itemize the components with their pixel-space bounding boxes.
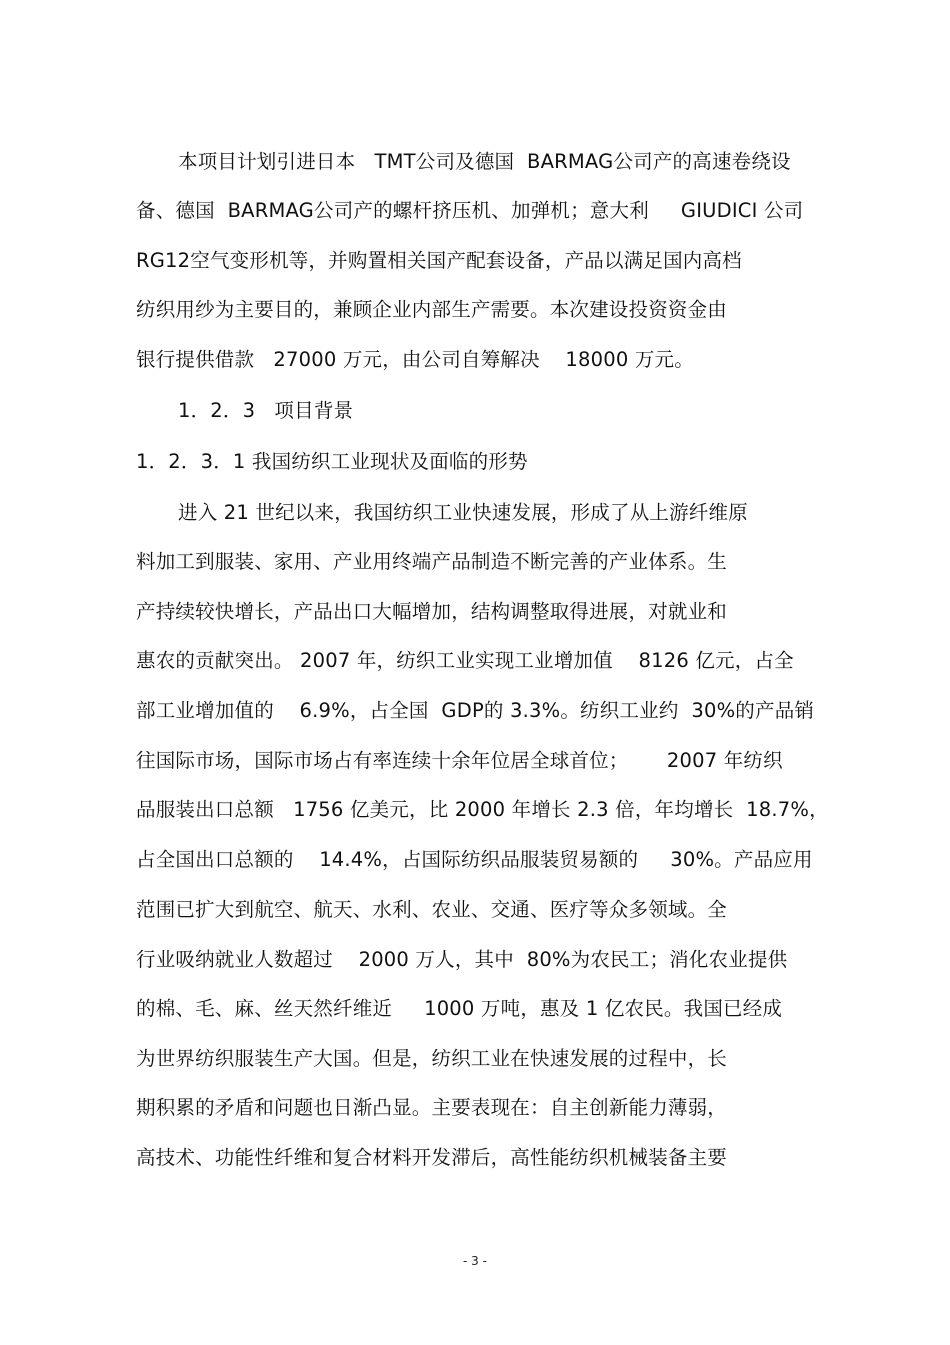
paragraph-2-line-14: 高技术、功能性纤维和复合材料开发滞后，高性能纺织机械装备主要 [136,1146,728,1169]
page-number: - 3 - [463,1254,487,1268]
paragraph-2-line-5: 部工业增加值的 6.9%，占全国 GDP的 3.3%。纺织工业约 30%的产品销 [136,699,815,722]
section-heading-1-2-3: 1．2．3 项目背景 [178,399,354,422]
paragraph-2-line-4: 惠农的贡献突出。 2007 年，纺织工业实现工业增加值 8126 亿元，占全 [136,649,794,672]
section-heading-1-2-3-1: 1．2．3．1 我国纺织工业现状及面临的形势 [136,450,528,473]
paragraph-1-line-4: 纺织用纱为主要目的，兼顾企业内部生产需要。本次建设投资资金由 [136,298,728,321]
paragraph-2-line-9: 范围已扩大到航空、航天、水利、农业、交通、医疗等众多领域。全 [136,898,728,921]
paragraph-2-line-6: 往国际市场，国际市场占有率连续十余年位居全球首位； 2007 年纺织 [136,749,783,772]
paragraph-2-line-7: 品服装出口总额 1756 亿美元，比 2000 年增长 2.3 倍，年均增长 18.7%， [136,798,829,821]
paragraph-2-line-8: 占全国出口总额的 14.4%，占国际纺织品服装贸易额的 30%。产品应用 [136,848,813,871]
paragraph-2-line-1: 进入 21 世纪以来，我国纺织工业快速发展，形成了从上游纤维原 [178,501,748,524]
paragraph-2-line-10: 行业吸纳就业人数超过 2000 万人，其中 80%为农民工；消化农业提供 [136,948,788,971]
paragraph-1-line-5: 银行提供借款 27000 万元，由公司自筹解决 18000 万元。 [136,348,694,371]
paragraph-1-line-1: 本项目计划引进日本 TMT公司及德国 BARMAG公司产的高速卷绕设 [178,150,791,173]
paragraph-1-line-3: RG12空气变形机等，并购置相关国产配套设备，产品以满足国内高档 [136,249,742,272]
paragraph-2-line-12: 为世界纺织服装生产大国。但是，纺织工业在快速发展的过程中，长 [136,1047,728,1070]
paragraph-2-line-13: 期积累的矛盾和问题也日渐凸显。主要表现在：自主创新能力薄弱， [136,1096,728,1119]
paragraph-1-line-2: 备、德国 BARMAG公司产的螺杆挤压机、加弹机；意大利 GIUDICI 公司 [136,199,804,222]
paragraph-2-line-3: 产持续较快增长，产品出口大幅增加，结构调整取得进展，对就业和 [136,600,728,623]
paragraph-2-line-11: 的棉、毛、麻、丝天然纤维近 1000 万吨，惠及 1 亿农民。我国已经成 [136,997,783,1020]
paragraph-2-line-2: 料加工到服装、家用、产业用终端产品制造不断完善的产业体系。生 [136,550,728,573]
